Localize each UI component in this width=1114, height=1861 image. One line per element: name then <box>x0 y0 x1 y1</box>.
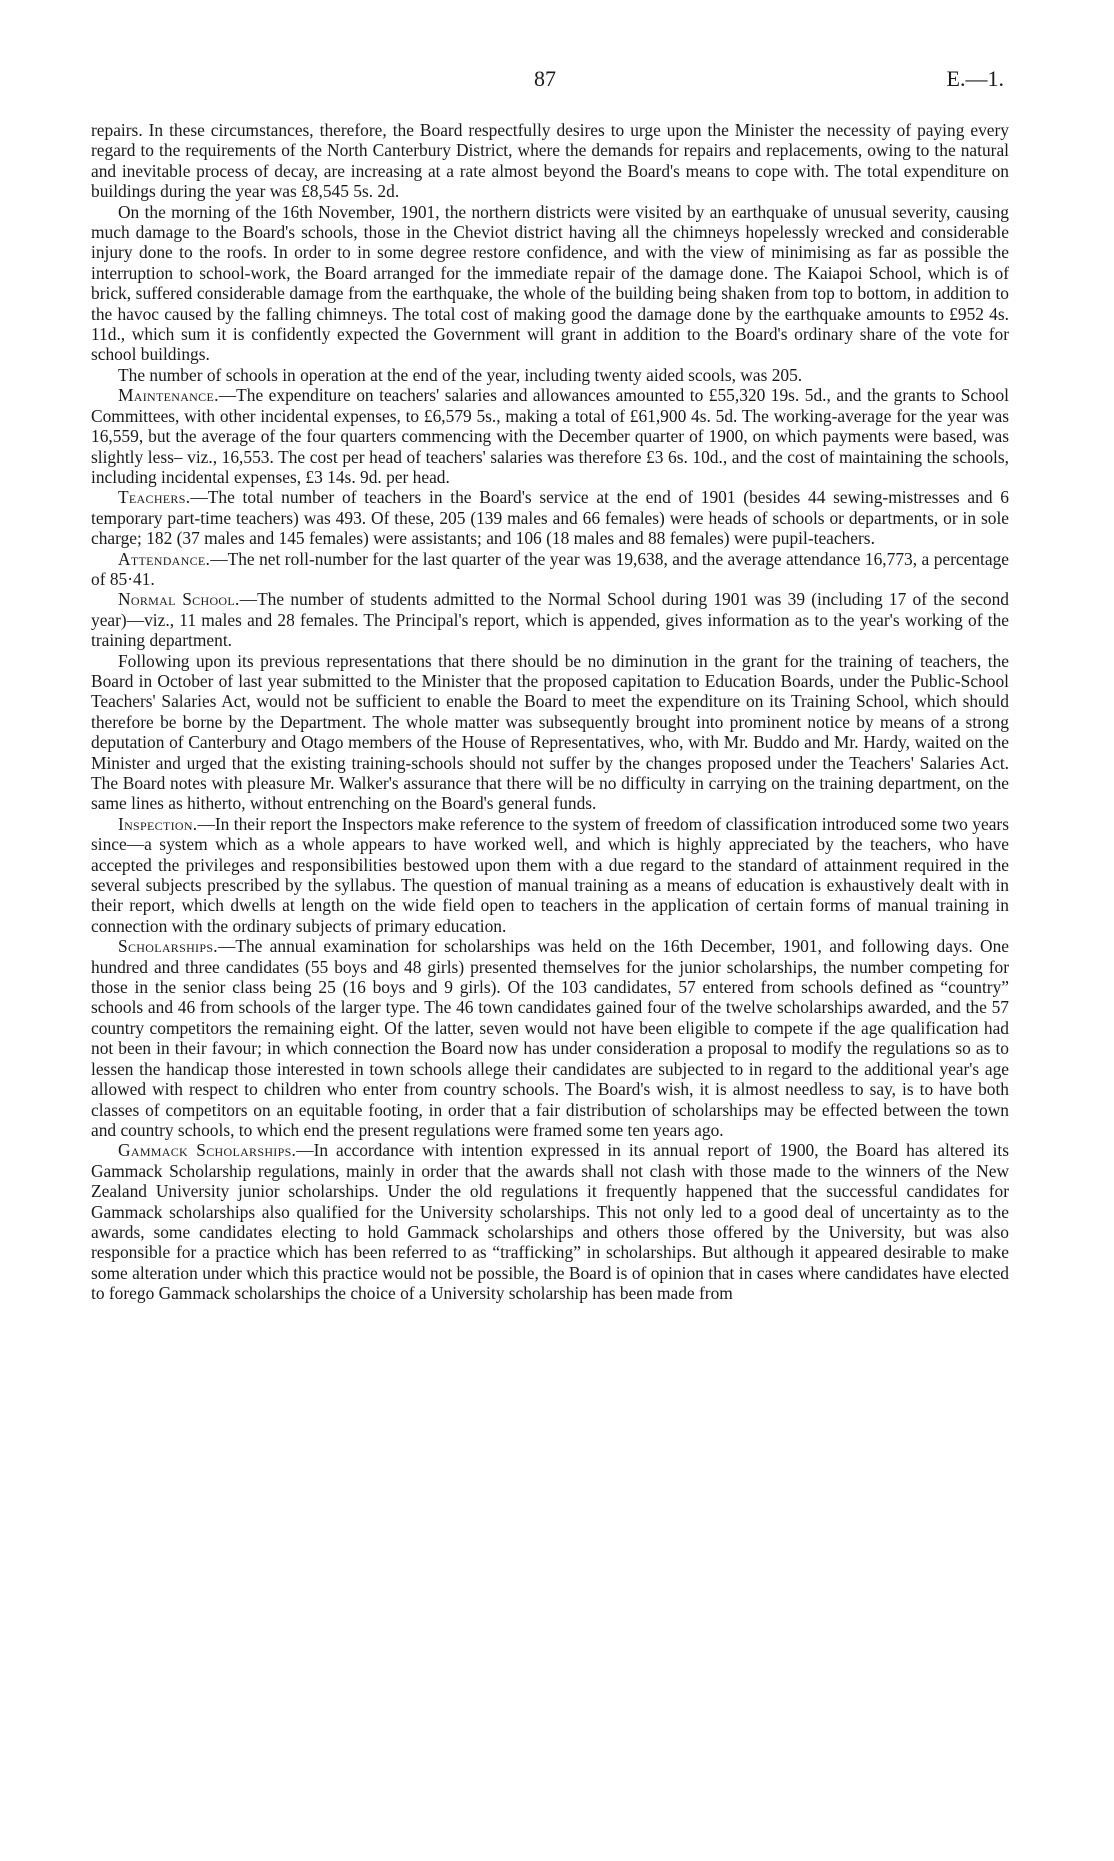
paragraph-normal-school <box>91 589 1009 650</box>
section-heading: Teachers. <box>118 487 191 508</box>
paragraph-school-count <box>91 365 1009 385</box>
paragraph-text: —In their report the Inspectors make reference to the system of freedom of classification introduced some two years since—a system which as a whole appears to have worked well, and which is highly appreciated by the teachers, who have accepted the privileges and responsibilities bestowed upon them with a due regard to the standard of attainment required in the several subjects prescribed by the syllabus. The question of manual training as a means of education is exhaustively dealt with in their report, which dwells at length on the wide field open to teachers in the application of certain forms of manual training in connection with the ordinary subjects of primary education. <box>91 813 1009 936</box>
paragraph-repairs <box>91 120 1009 202</box>
page-header <box>0 66 1114 98</box>
paragraph-training-grant <box>91 651 1009 814</box>
paragraph-text: —The total number of teachers in the Board's service at the end of 1901 (besides 44 sewing-mistresses and 6 temporary part-time teachers) was 493. Of these, 205 (139 males and 66 females) were heads of schools or departments, or in sole charge; 182 (37 males and 145 females) were assistants; and 106 (18 males and 88 females) were pupil-teachers. <box>91 487 1009 549</box>
paragraph-text: —The number of students admitted to the Normal School during 1901 was 39 (including 17 of the second year)—viz., 11 males and 28 females. The Principal's report, which is appended, gives information as to the year's working of the training department. <box>91 589 1009 651</box>
page-number: 87 <box>534 66 556 91</box>
paragraph-text: Following upon its previous representations that there should be no diminution in the grant for the training of teachers, the Board in October of last year submitted to the Minister that the proposed capitation to Education Boards, under the Public-School Teachers' Salaries Act, would not be sufficient to enable the Board to meet the expenditure on its Training School, which should therefore be borne by the Department. The whole matter was subsequently brought into prominent notice by means of a strong deputation of Canterbury and Otago members of the House of Representatives, who, with Mr. Buddo and Mr. Hardy, waited on the Minister and urged that the existing training-schools should not suffer by the changes proposed under the Teachers' Salaries Act. The Board notes with pleasure Mr. Walker's assurance that there will be no difficulty in carrying on the training department, on the same lines as hitherto, without entrenching on the Board's general funds. <box>91 650 1009 814</box>
paragraph-text: —The annual examination for scholarships was held on the 16th December, 1901, and following days. One hundred and three candidates (55 boys and 48 girls) presented themselves for the junior scholarships, the number competing for those in the senior class being 25 (16 boys and 9 girls). Of the 103 candidates, 57 entered from schools defined as “country” schools and 46 from schools of the larger type. The 46 town candidates gained four of the twelve scholarships awarded, and the 57 country competitors the remaining eight. Of the latter, seven would not have been eligible to compete if the age qualification had not been in their favour; in which connection the Board now has under consideration a proposal to modify the regulations so as to lessen the handicap those interested in town schools allege their candidates are subjected to in regard to the additional year's age allowed with respect to children who enter from country schools. The Board's wish, it is almost needless to say, is to have both classes of competitors on an equitable footing, in order that a fair distribution of scholarships may be effected between the town and country schools, to which end the present regulations were framed some ten years ago. <box>91 936 1009 1140</box>
paragraph-text: —The net roll-number for the last quarter of the year was 19,638, and the average attendance 16,773, a percentage of 85·41. <box>91 548 1009 589</box>
paragraph-text: —The expenditure on teachers' salaries and allowances amounted to £55,320 19s. 5d., and the grants to School Committees, with other incidental expenses, to £6,579 5s., making a total of £61,900 4s. 5d. The working-average for the year was 16,559, but the average of the four quarters commencing with the December quarter of 1900, on which payments were based, was slightly less– viz., 16,553. The cost per head of teachers' salaries was therefore £3 6s. 10d., and the cost of maintaining the schools, including incidental expenses, £3 14s. 9d. per head. <box>91 385 1009 487</box>
paragraph-scholarships <box>91 936 1009 1140</box>
paragraph-text: repairs. In these circumstances, therefore, the Board respectfully desires to urge upon the Minister the necessity of paying every regard to the requirements of the North Canterbury District, where the demands for repairs and replacements, owing to the natural and inevitable process of decay, are increasing at a rate almost beyond the Board's means to cope with. The total expenditure on buildings during the year was £8,545 5s. 2d. <box>91 120 1009 202</box>
paragraph-gammack-scholarships <box>91 1140 1009 1303</box>
section-heading: Attendance. <box>118 548 211 569</box>
paragraph-text: On the morning of the 16th November, 1901, the northern districts were visited by an earthquake of unusual severity, causing much damage to the Board's schools, those in the Cheviot district having all the chimneys hopelessly wrecked and considerable injury done to the roofs. In order to in some degree restore confidence, and with the view of minimising as far as possible the interruption to school-work, the Board arranged for the immediate repair of the damage done. The Kaiapoi School, which is of brick, suffered considerable damage from the earthquake, the whole of the building being shaken from top to bottom, in addition to the havoc caused by the falling chimneys. The total cost of making good the damage done by the earthquake amounts to £952 4s. 11d., which sum it is confidently expected the Government will grant in addition to the Board's ordinary share of the vote for school buildings. <box>91 201 1009 365</box>
paragraph-attendance <box>91 549 1009 590</box>
section-heading: Gammack Scholarships. <box>118 1140 297 1161</box>
paragraph-earthquake <box>91 202 1009 365</box>
paragraph-text: —In accordance with intention expressed in its annual report of 1900, the Board has altered its Gammack Scholarship regulations, mainly in order that the awards shall not clash with those made to the winners of the New Zealand University junior scholarships. Under the old regulations it frequently happened that the successful candidates for Gammack scholarships also qualified for the University scholarships. This not only led to a good deal of uncertainty as to the awards, some candidates electing to hold Gammack scholarships and others those offered by the University, but was also responsible for a practice which has been referred to as “trafficking” in scholarships. But although it appeared desirable to make some alteration under which this practice would not be possible, the Board is of opinion that in cases where candidates have elected to forego Gammack scholarships the choice of a University scholarship has been made from <box>91 1140 1009 1304</box>
section-heading: Maintenance. <box>118 385 219 406</box>
body-text <box>91 120 1009 1304</box>
series-label: E.—1. <box>946 66 1004 91</box>
paragraph-text: The number of schools in operation at the end of the year, including twenty aided scools, was 205. <box>118 364 803 385</box>
paragraph-inspection <box>91 814 1009 936</box>
section-heading: Inspection. <box>118 813 198 834</box>
paragraph-teachers <box>91 487 1009 548</box>
section-heading: Normal School. <box>118 589 240 610</box>
paragraph-maintenance <box>91 385 1009 487</box>
section-heading: Scholarships. <box>118 936 218 957</box>
